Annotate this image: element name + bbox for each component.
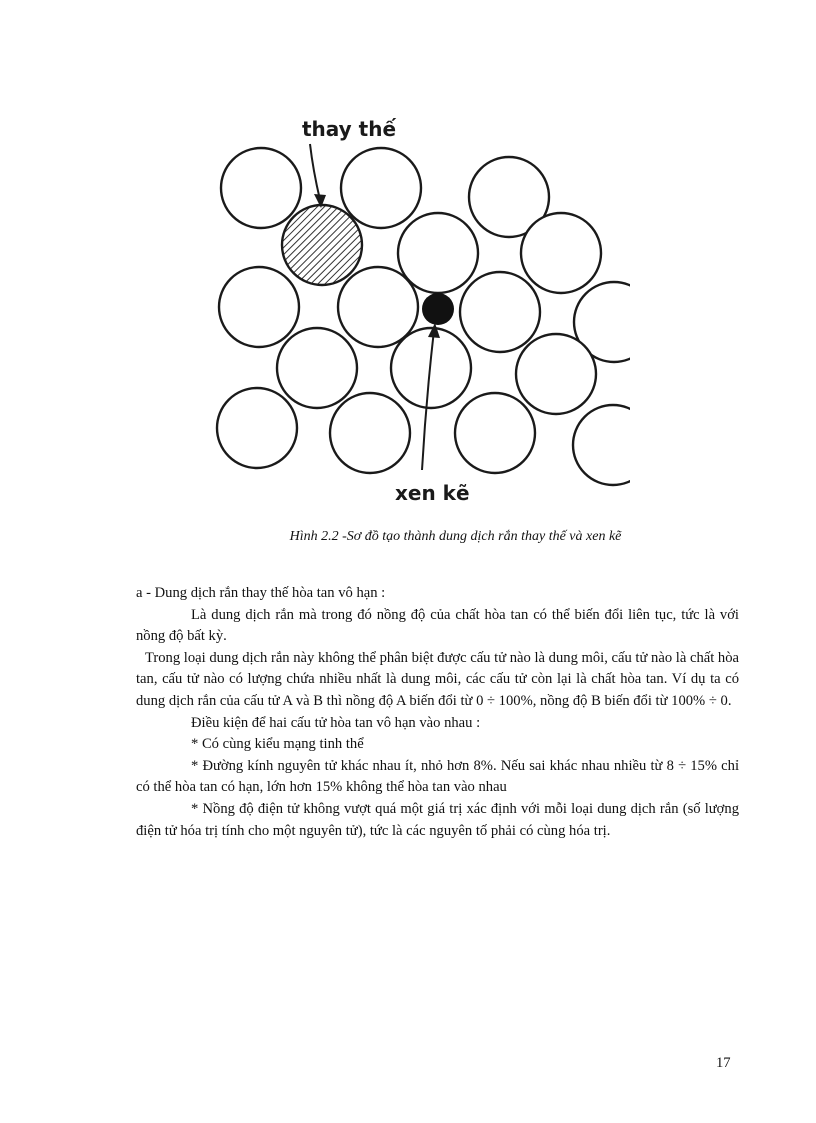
condition-item: * Nồng độ điện tử không vượt quá một giá trị xác định với mỗi loại dung dịch rắn (số lượng điện tử hóa trị tính cho một nguyên tử), tức là các nguyên tố phải có cùng hóa trị. xyxy=(136,800,739,839)
solvent-atom xyxy=(516,334,596,414)
paragraph: Điều kiện để hai cấu tử hòa tan vô hạn vào nhau : xyxy=(191,714,481,731)
figure-caption: Hình 2.2 -Sơ đồ tạo thành dung dịch rắn thay thế và xen kẽ xyxy=(289,529,622,544)
solvent-atom xyxy=(341,148,421,228)
solvent-atom xyxy=(217,388,297,468)
label-thay-the: thay thế xyxy=(302,117,397,141)
arrow-to-substitutional xyxy=(310,144,320,200)
section-heading: a - Dung dịch rắn thay thế hòa tan vô hạn : xyxy=(136,585,386,601)
page-number: 17 xyxy=(716,1055,731,1071)
label-xen-ke: xen kẽ xyxy=(395,481,470,505)
solvent-atom xyxy=(219,267,299,347)
solvent-atom xyxy=(455,393,535,473)
solvent-atom xyxy=(398,213,478,293)
solvent-atom xyxy=(460,272,540,352)
solvent-atom xyxy=(330,393,410,473)
paragraph: Trong loại dung dịch rắn này không thể phân biệt được cấu tử nào là dung môi, cấu tử nào là chất hòa tan, cấu tử nào có lượng chứa nhiều nhất là dung môi, các cấu tử còn lại là chất hòa tan. Ví dụ ta có dung dịch rắn của cấu tử A và B thì nồng độ A biến đổi từ 0 ÷ 100%, nồng độ B biến đổi từ 100% ÷ 0. xyxy=(136,649,739,709)
interstitial-atom xyxy=(422,293,454,325)
paragraph: Là dung dịch rắn mà trong đó nồng độ của chất hòa tan có thể biến đổi liên tục, tức là với nồng độ bất kỳ. xyxy=(136,606,739,645)
condition-item: * Có cùng kiểu mạng tinh thể xyxy=(191,736,364,753)
solvent-atom xyxy=(277,328,357,408)
solid-solution-diagram xyxy=(190,100,630,520)
solvent-atom xyxy=(521,213,601,293)
solvent-atom xyxy=(338,267,418,347)
solvent-atom xyxy=(391,328,471,408)
substitutional-atom xyxy=(282,205,362,285)
solvent-atom xyxy=(573,405,630,485)
solvent-atom xyxy=(221,148,301,228)
body-text xyxy=(136,583,739,842)
condition-item: * Đường kính nguyên tử khác nhau ít, nhỏ hơn 8%. Nếu sai khác nhau nhiều từ 8 ÷ 15% chỉ có thể hòa tan có hạn, lớn hơn 15% không thể hòa tan vào nhau xyxy=(136,757,739,796)
atom-lattice-svg xyxy=(190,100,630,520)
